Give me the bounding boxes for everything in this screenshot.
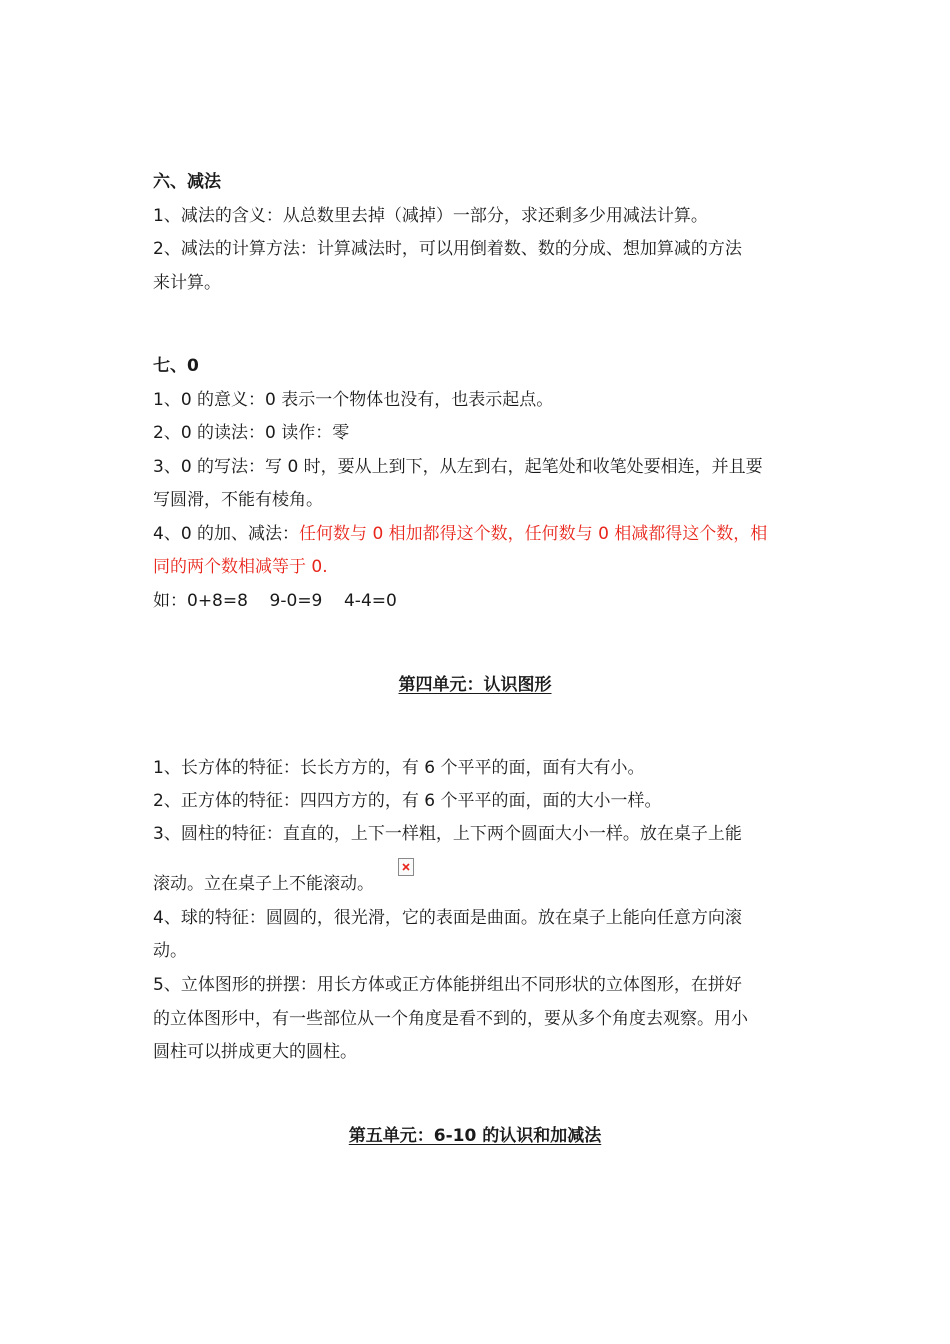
paragraph: 写圆滑，不能有棱角。 [153,490,323,510]
item-prefix: 4、0 的加、减法： [153,524,300,544]
highlighted-rule: 同的两个数相减等于 0. [153,557,328,577]
section-heading-subtraction: 六、减法 [153,172,221,192]
paragraph: 1、长方体的特征：长长方方的，有 6 个平平的面，面有大有小。 [153,758,645,778]
paragraph: 来计算。 [153,273,221,293]
section-heading-zero: 七、0 [153,356,199,376]
paragraph: 动。 [153,941,187,961]
paragraph: 1、减法的含义：从总数里去掉（减掉）一部分，求还剩多少用减法计算。 [153,206,708,226]
paragraph: 2、减法的计算方法：计算减法时，可以用倒着数、数的分成、想加算减的方法 [153,239,742,259]
paragraph: 3、0 的写法：写 0 时，要从上到下，从左到右，起笔处和收笔处要相连，并且要 [153,457,763,477]
broken-image-icon [398,858,414,876]
example-equations: 如：0+8=8 9-0=9 4-4=0 [153,591,397,611]
paragraph: 3、圆柱的特征：直直的，上下一样粗，上下两个圆面大小一样。放在桌子上能 [153,824,742,844]
paragraph: 圆柱可以拼成更大的圆柱。 [153,1042,357,1062]
paragraph: 2、正方体的特征：四四方方的，有 6 个平平的面，面的大小一样。 [153,791,662,811]
unit-title-text: 第五单元：6-10 的认识和加减法 [348,1126,602,1146]
paragraph: 滚动。立在桌子上不能滚动。 [153,874,374,894]
paragraph: 2、0 的读法：0 读作：零 [153,423,350,443]
paragraph [153,523,803,545]
paragraph: 4、球的特征：圆圆的，很光滑，它的表面是曲面。放在桌子上能向任意方向滚 [153,908,742,928]
unit-title-text: 第四单元：认识图形 [398,675,552,695]
paragraph: 5、立体图形的拼摆：用长方体或正方体能拼组出不同形状的立体图形，在拼好 [153,975,742,995]
unit-title [0,674,950,696]
highlighted-rule: 任何数与 0 相加都得这个数，任何数与 0 相减都得这个数，相 [299,524,768,544]
paragraph: 的立体图形中，有一些部位从一个角度是看不到的，要从多个角度去观察。用小 [153,1009,748,1029]
paragraph: 1、0 的意义：0 表示一个物体也没有，也表示起点。 [153,390,554,410]
unit-title [0,1125,950,1147]
